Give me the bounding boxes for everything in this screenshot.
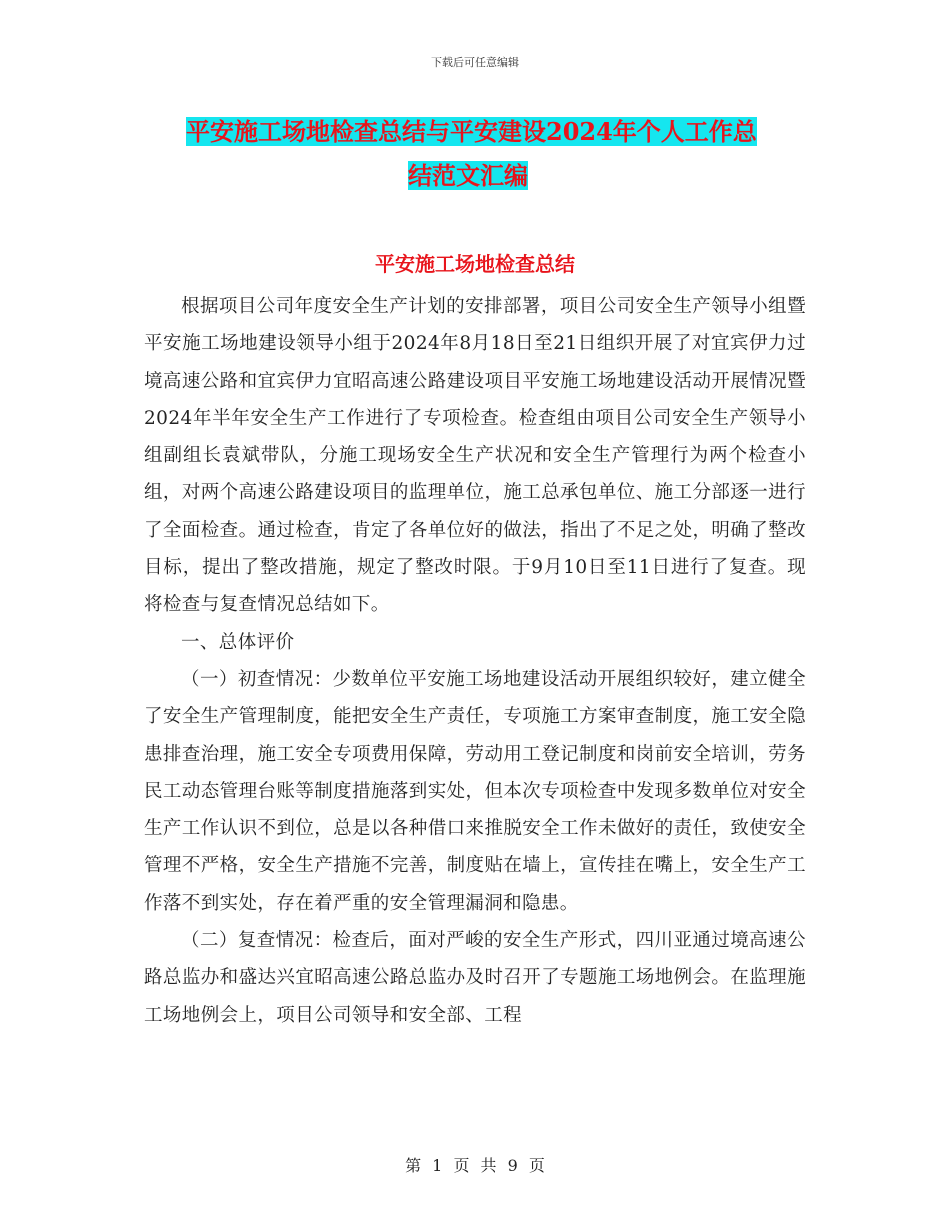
paragraph-reinspection: （二）复查情况：检查后，面对严峻的安全生产形式，四川亚通过境高速公路总监办和盛达兴宜昭高速公路总监办及时召开了专题施工场地例会。在监理施工场地例会上，项目公司领导和安全部、工程: [144, 930, 806, 1026]
page-footer: 第 1 页 共 9 页: [405, 1156, 545, 1175]
heading-overall-evaluation: 一、总体评价: [181, 631, 295, 653]
header-note: 下载后可任意编辑: [431, 56, 519, 69]
title-line-1: 平安施工场地检查总结与平安建设2024年个人工作总: [186, 117, 757, 146]
title-line-2: 结范文汇编: [408, 161, 528, 190]
paragraph-intro: 根据项目公司年度安全生产计划的安排部署，项目公司安全生产领导小组暨平安施工场地建设领导小组于2024年8月18日至21日组织开展了对宜宾伊力过境高速公路和宜宾伊力宜昭高速公路建设项目平安施工场地建设活动开展情况暨2024年半年安全生产工作进行了专项检查。检查组由项目公司安全生产领导小组副组长袁斌带队，分施工现场安全生产状况和安全生产管理行为两个检查小组，对两个高速公路建设项目的监理单位，施工总承包单位、施工分部逐一进行了全面检查。通过检查，肯定了各单位好的做法，指出了不足之处，明确了整改目标，提出了整改措施，规定了整改时限。于9月10日至11日进行了复查。现将检查与复查情况总结如下。: [144, 296, 806, 616]
document-title: [186, 110, 826, 198]
body-text: [144, 288, 806, 1034]
paragraph-initial-inspection: （一）初查情况：少数单位平安施工场地建设活动开展组织较好，建立健全了安全生产管理制度，能把安全生产责任，专项施工方案审查制度，施工安全隐患排查治理，施工安全专项费用保障，劳动用工登记制度和岗前安全培训，劳务民工动态管理台账等制度措施落到实处，但本次专项检查中发现多数单位对安全生产工作认识不到位，总是以各种借口来推脱安全工作未做好的责任，致使安全管理不严格，安全生产措施不完善，制度贴在墙上，宣传挂在嘴上，安全生产工作落不到实处，存在着严重的安全管理漏洞和隐患。: [144, 668, 806, 914]
section-title: 平安施工场地检查总结: [375, 252, 575, 276]
